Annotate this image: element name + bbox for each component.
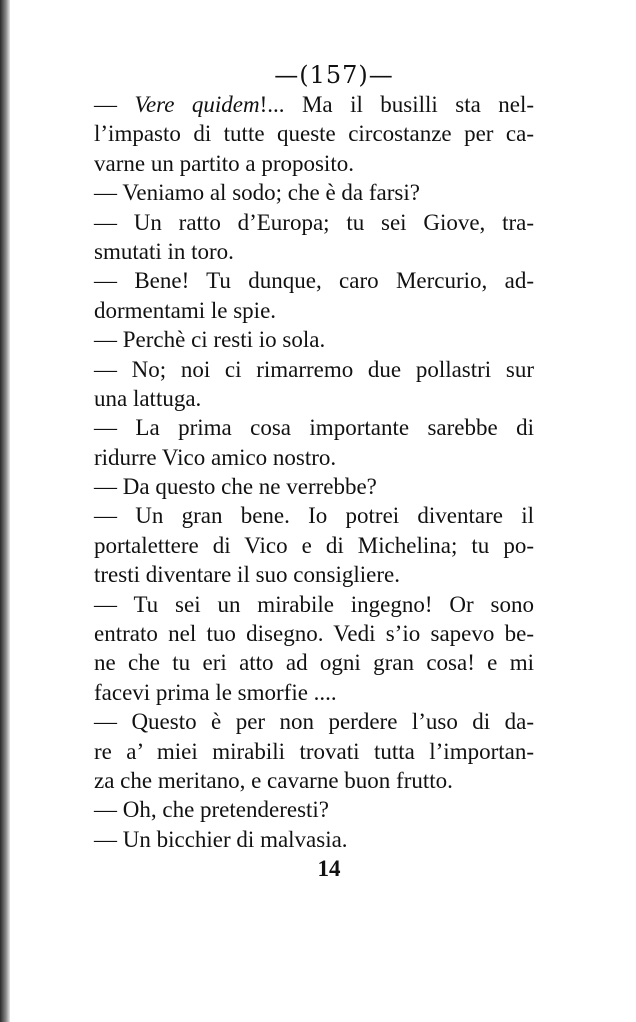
page-body (94, 60, 534, 883)
line-suffix: !... Ma il busilli sta nel- (259, 92, 535, 117)
line-prefix: — (94, 92, 135, 117)
text-line: — Questo è per non perdere l’uso di da- (94, 709, 534, 735)
text-line: varne un partito a proposito. (94, 150, 354, 176)
text-line: dormentami le spie. (94, 297, 277, 323)
text-line: ridurre Vico amico nostro. (94, 444, 337, 470)
text-line: entrato nel tuo disegno. Vedi s’io sapevo be- (94, 621, 534, 647)
text-line: ne che tu eri atto ad ogni gran cosa! e mi (94, 650, 534, 676)
text-line: — Un bicchier di malvasia. (94, 826, 348, 852)
text-line: l’impasto di tutte queste circostanze per ca- (94, 121, 534, 147)
text-line: — Un gran bene. Io potrei diventare il (94, 503, 534, 529)
text-line: portalettere di Vico e di Michelina; tu po- (94, 532, 534, 558)
latin-phrase: Vere quidem (134, 92, 260, 117)
text-line: — No; noi ci rimarremo due pollastri sur (94, 356, 534, 382)
text-line: tresti diventare il suo consigliere. (94, 562, 400, 588)
text-line: — Bene! Tu dunque, caro Mercurio, ad- (94, 268, 534, 294)
text-line: una lattuga. (94, 385, 202, 411)
text-line: — Da questo che ne verrebbe? (94, 474, 377, 500)
signature-mark: 14 (317, 856, 341, 882)
text-line: za che meritano, e cavarne buon frutto. (94, 767, 453, 793)
text-line: — La prima cosa importante sarebbe di (94, 415, 534, 441)
text-line: — Un ratto d’Europa; tu sei Giove, tra- (94, 209, 534, 235)
text-block (94, 90, 534, 854)
text-line: — Tu sei un mirabile ingegno! Or sono (94, 591, 534, 617)
text-line: facevi prima le smorfie .... (94, 679, 337, 705)
page-header: —(157)— (274, 61, 394, 89)
text-line: — Perchè ci resti io sola. (94, 327, 326, 353)
text-line (94, 90, 534, 119)
text-line: — Veniamo al sodo; che è da farsi? (94, 180, 420, 206)
text-line: re a’ miei mirabili trovati tutta l’importan- (94, 738, 534, 764)
text-line: — Oh, che pretenderesti? (94, 797, 330, 823)
page-binding-edge (0, 0, 10, 1022)
text-line: smutati in toro. (94, 238, 234, 264)
